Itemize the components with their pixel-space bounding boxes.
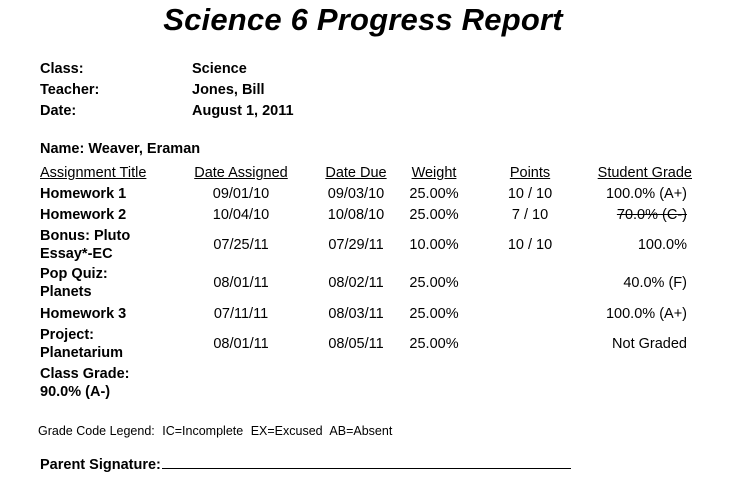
cell-assigned: 10/04/10 (212, 207, 270, 223)
cell-due: 10/08/10 (327, 207, 385, 223)
assignment-title: Bonus: Pluto (40, 228, 131, 244)
class-label: Class: (40, 61, 84, 77)
cell-due: 08/05/11 (328, 336, 384, 352)
parent-signature (40, 456, 571, 473)
cell-assigned: 08/01/11 (213, 336, 269, 352)
student-name: Name: Weaver, Eraman (40, 141, 201, 157)
cell-grade: 100.0% (A+) (605, 306, 687, 322)
cell-due: 09/03/10 (327, 186, 385, 202)
report-title: Science 6 Progress Report (163, 2, 563, 37)
assignment-title: Planetarium (40, 345, 123, 361)
cell-points: 10 / 10 (507, 237, 553, 253)
cell-points: 10 / 10 (507, 186, 553, 202)
assignment-title: Essay*-EC (40, 246, 113, 262)
cell-assigned: 07/25/11 (213, 237, 269, 253)
header-student-grade: Student Grade (597, 165, 692, 181)
teacher-label: Teacher: (40, 82, 100, 98)
date-value: August 1, 2011 (192, 103, 294, 119)
grade-code-legend (38, 424, 396, 438)
header-points: Points (509, 165, 551, 181)
cell-due: 07/29/11 (328, 237, 384, 253)
assignment-title: Planets (40, 284, 92, 300)
assignment-title: Project: (40, 327, 94, 343)
cell-assigned: 09/01/10 (212, 186, 270, 202)
assignment-title: Pop Quiz: (40, 266, 108, 282)
cell-weight: 10.00% (409, 237, 459, 253)
cell-grade: 70.0% (C-) (616, 207, 687, 223)
cell-weight: 25.00% (409, 336, 459, 352)
signature-label: Parent Signature: (40, 457, 161, 473)
cell-weight: 25.00% (409, 186, 459, 202)
assignment-title: Homework 3 (40, 306, 127, 322)
teacher-value: Jones, Bill (192, 82, 265, 98)
cell-weight: 25.00% (409, 207, 459, 223)
legend-item-absent: AB=Absent (329, 424, 393, 438)
class-grade-value: 90.0% (A-) (40, 384, 111, 400)
header-weight: Weight (411, 165, 457, 181)
header-date-assigned: Date Assigned (194, 165, 288, 181)
legend-label: Grade Code Legend: (38, 424, 155, 438)
assignment-title: Homework 2 (40, 207, 127, 223)
header-assignment-title: Assignment Title (40, 165, 147, 181)
legend-item-excused: EX=Excused (250, 424, 323, 438)
header-date-due: Date Due (325, 165, 387, 181)
cell-grade: 100.0% (A+) (605, 186, 687, 202)
cell-weight: 25.00% (409, 275, 459, 291)
cell-due: 08/03/11 (328, 306, 384, 322)
legend-item-incomplete: IC=Incomplete (162, 424, 244, 438)
cell-weight: 25.00% (409, 306, 459, 322)
signature-line[interactable] (162, 456, 571, 469)
cell-assigned: 07/11/11 (213, 306, 269, 322)
cell-due: 08/02/11 (328, 275, 384, 291)
assignment-title: Homework 1 (40, 186, 127, 202)
cell-grade: Not Graded (612, 336, 687, 352)
class-grade-label: Class Grade: (40, 366, 130, 382)
cell-assigned: 08/01/11 (213, 275, 269, 291)
cell-grade: 40.0% (F) (623, 275, 687, 291)
class-value: Science (192, 61, 247, 77)
cell-points: 7 / 10 (511, 207, 549, 223)
cell-grade: 100.0% (637, 237, 687, 253)
date-label: Date: (40, 103, 77, 119)
